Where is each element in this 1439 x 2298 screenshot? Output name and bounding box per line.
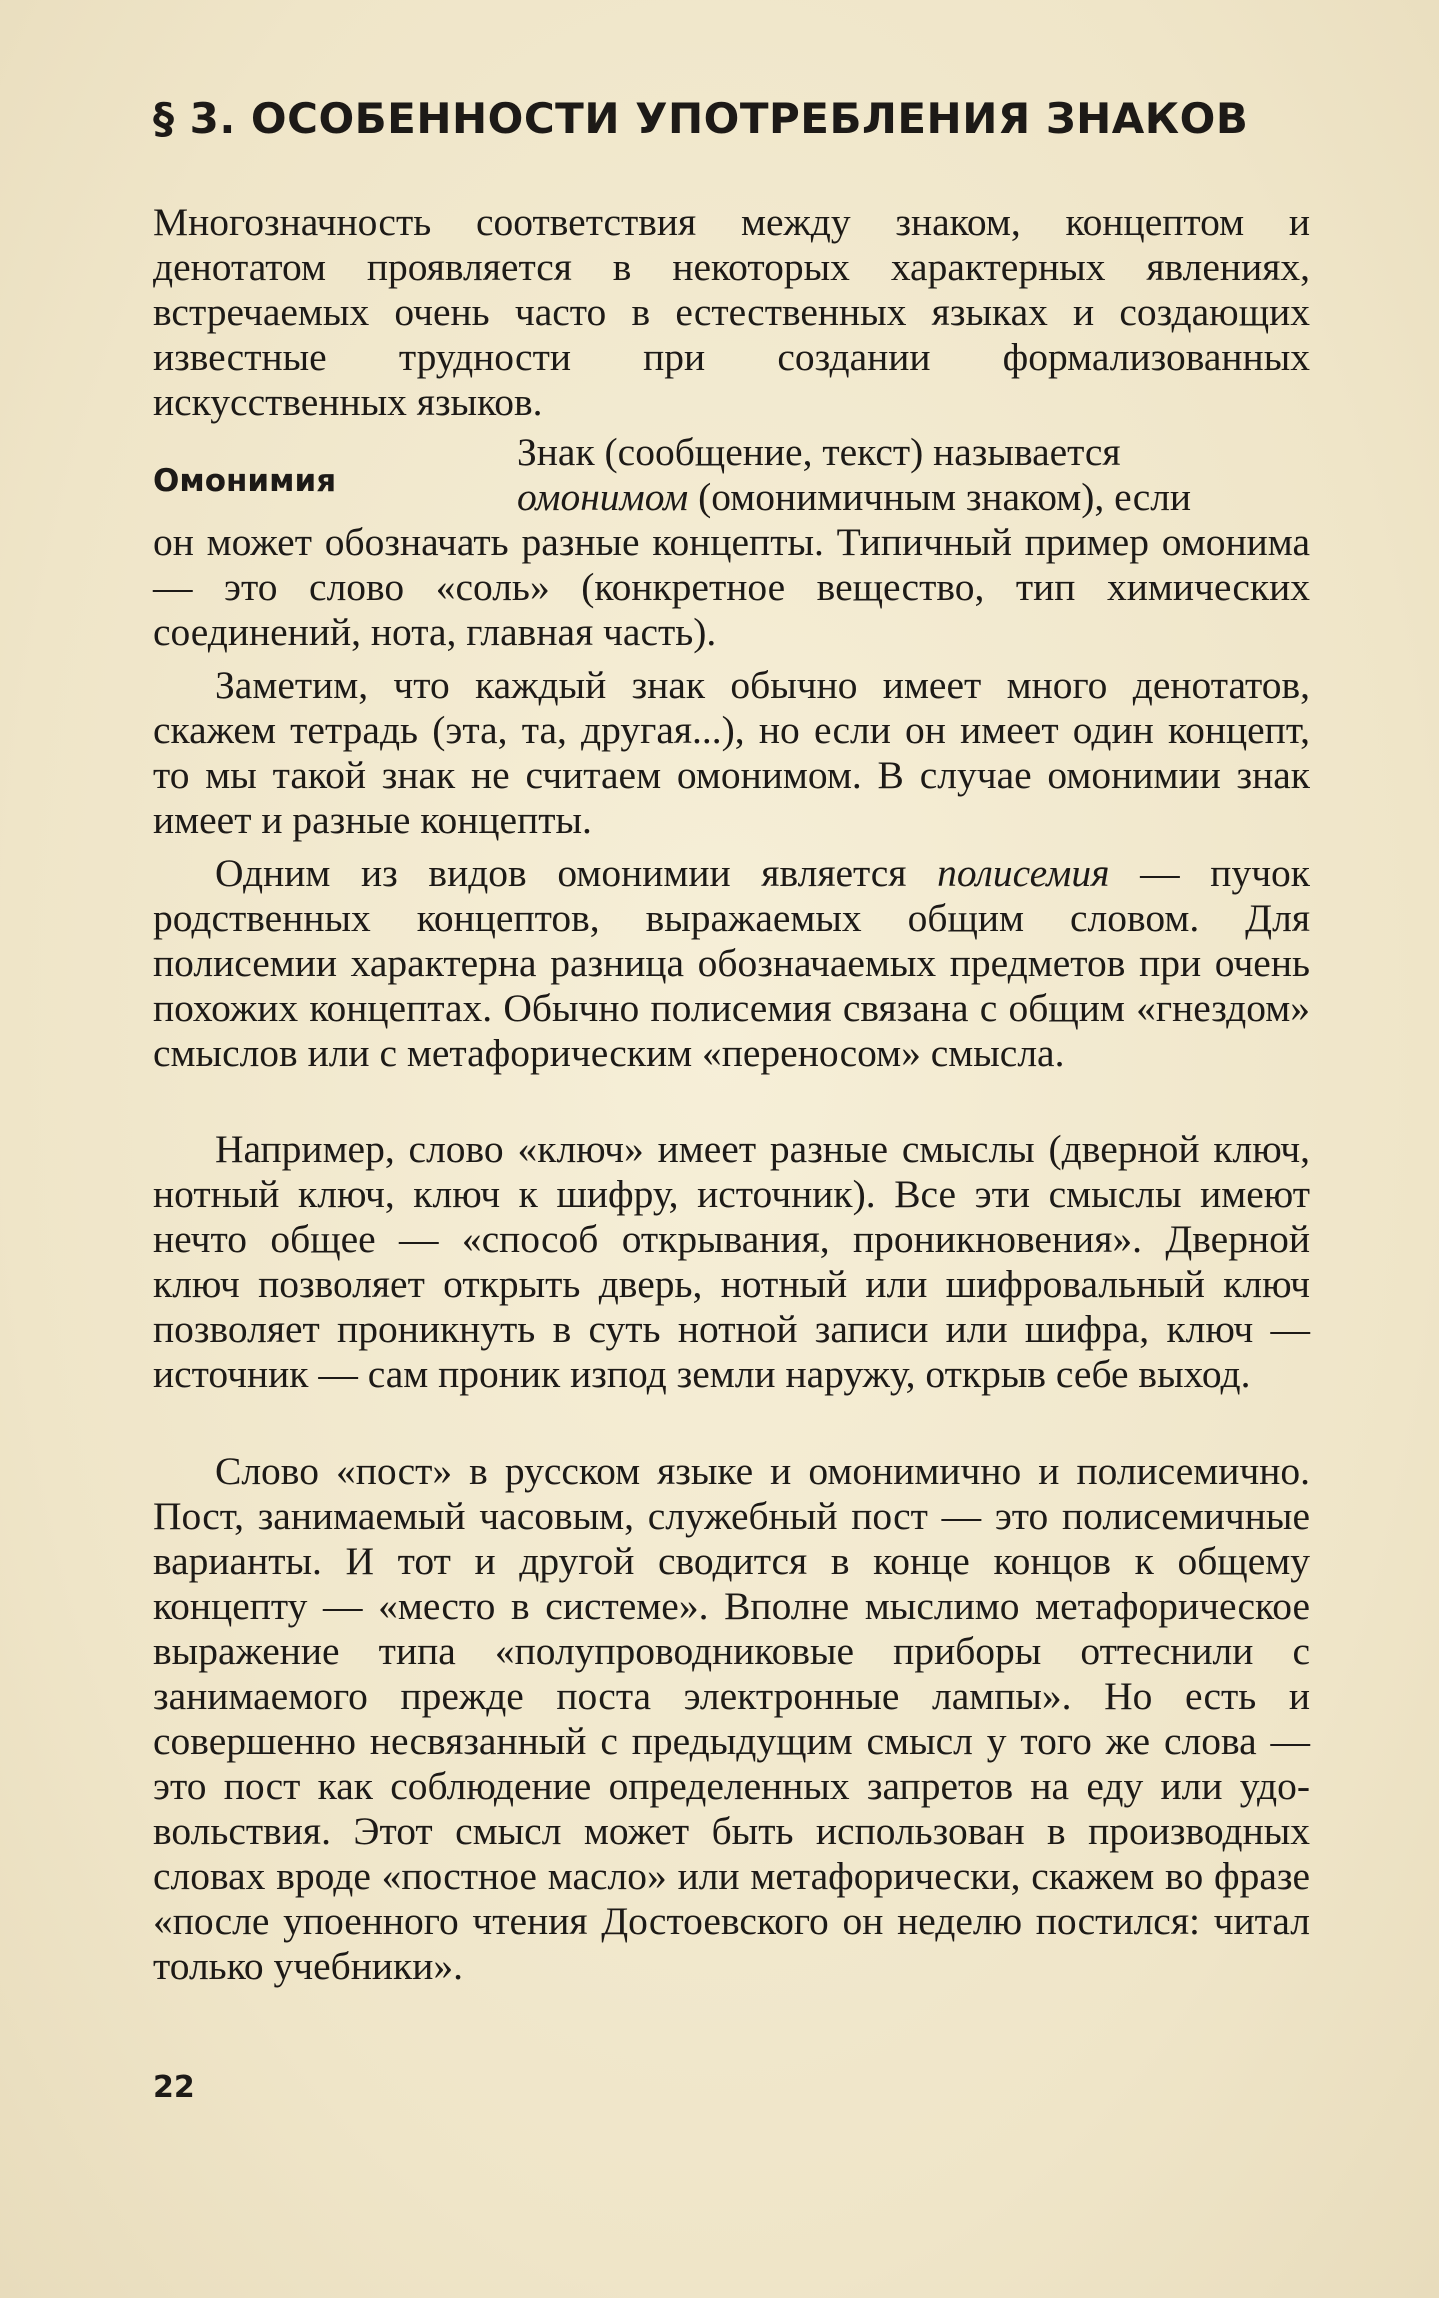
homonym-term: омонимом: [517, 475, 689, 519]
post-paragraph: Слово «пост» в русском языке и омонимично и полисемично. Пост, занимаемый часовым, служебный пост — это полисемичные варианты. И тот и другой сводится в конце концов к общему концепту — «место в системе». Вполне мыслимо метафорическое выражение типа «полупроводниковые приборы оттеснили с занимаемого прежде поста электронные лампы». Но есть и совершенно несвязанный с предыдущим смысл у того же слова — это пост как соблюдение определенных запретов на еду или удовольствия. Этот смысл может быть использован в производных словах вроде «постное масло» или метафорически, скажем во фразе «после упоенного чтения Достоевского он неделю постился: читал только учебники».: [153, 1449, 1310, 1988]
side-label-homonymy: Омонимия: [153, 463, 337, 499]
homonym-definition-head: [517, 430, 1310, 520]
polysemy-before: Одним из видов омонимии является: [215, 851, 907, 895]
homonym-definition-rest: он может обозначать разные концепты. Типичный пример омонима — это слово «соль» (конкретное вещество, тип химических соединений, нота, главная часть).: [153, 520, 1310, 654]
intro-paragraph: Многозначность соответствия между знаком, концептом и денотатом проявляется в некоторых характерных явлениях, встречаемых очень часто в естественных языках и создающих известные трудности при создании формализованных искусственных языков.: [153, 200, 1310, 424]
homonym-part2: (омонимичным знаком), если: [698, 475, 1192, 519]
section-heading: § 3. ОСОБЕННОСТИ УПОТРЕБЛЕНИЯ ЗНАКОВ: [153, 94, 1249, 143]
polysemy-paragraph: [153, 851, 1310, 1076]
homonym-part1: Знак (сообщение, текст) называется: [517, 430, 1121, 474]
page-number: 22: [153, 2070, 195, 2105]
denotates-paragraph: Заметим, что каждый знак обычно имеет много денотатов, скажем тетрадь (эта, та, другая...), но если он имеет один концепт, то мы такой знак не считаем омонимом. В случае омонимии знак имеет и разные концепты.: [153, 663, 1310, 842]
polysemy-after: — пучок родственных концептов, выражаемых общим словом. Для полисемии характерна разница обозначаемых предметов при очень похожих концептах. Обычно полисемия связана с общим «гнездом» смыслов или с метафорическим «переносом» смысла.: [153, 851, 1311, 1075]
key-paragraph: Например, слово «ключ» имеет разные смыслы (дверной ключ, нотный ключ, ключ к шифру, источник). Все эти смыслы имеют нечто общее — «способ открывания, проникновения». Дверной ключ позволяет открыть дверь, нотный или шифровальный ключ позволяет проникнуть в суть нотной записи или шифра, ключ — источник — сам проник изпод земли наружу, открыв себе выход.: [153, 1127, 1310, 1396]
polysemy-term: полисемия: [937, 851, 1110, 895]
